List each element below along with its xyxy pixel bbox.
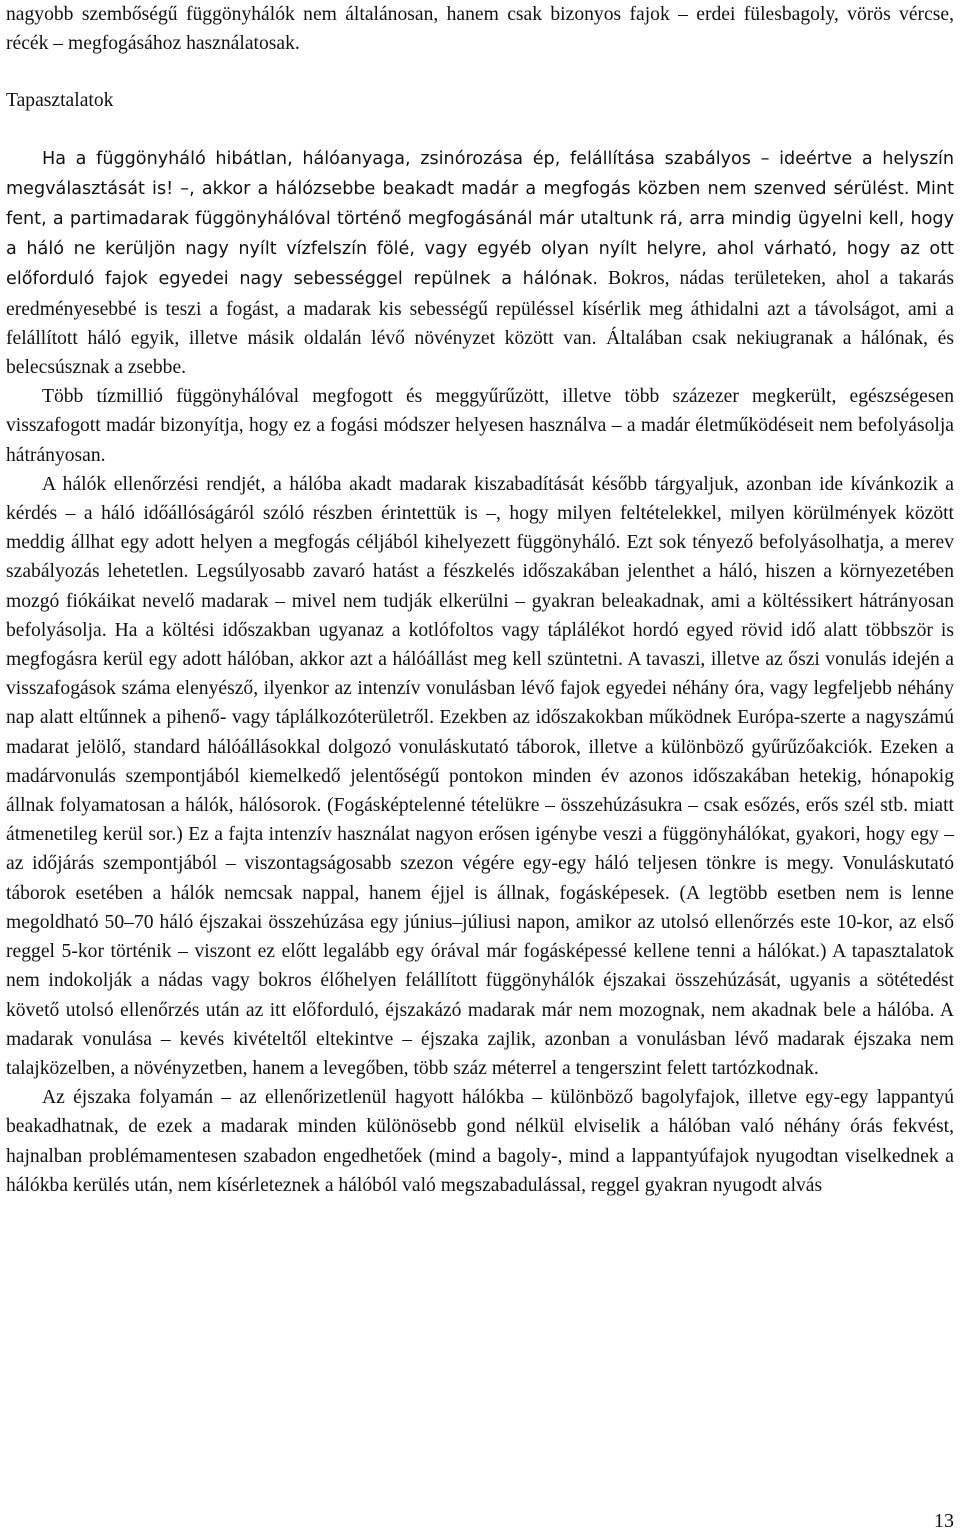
paragraph-1-part-2: Mint fent, a partimadarak függönyhálóval történő megfogásánál már utaltunk rá, arra mindig ügyelni kell, hogy a háló ne kerüljön nagy nyílt vízfelszín fölé, vagy egyéb olyan nyílt helyre, ahol várható, hogy az ott előforduló fajok egyedei nagy sebességgel repülnek a hálónak. <box>6 178 954 290</box>
paragraph-4: Az éjszaka folyamán – az ellenőrizetlenül hagyott hálókba – különböző bagolyfajok, illetve egy-egy lappantyú beakadhatnak, de ezek a madarak minden különösebb gond nélkül elviselik a hálóban való néhány órás fekvést, hajnalban problémamentesen szabadon engedhetőek (mind a bagoly-, mind a lappantyúfajok nyugodtan viselkednek a hálókba kerülés után, nem kísérleteznek a hálóból való megszabadulással, reggel gyakran nyugodt alvás <box>6 1087 954 1196</box>
paragraph-1-part-1: Ha a függönyháló hibátlan, hálóanyaga, zsinórozása ép, felállítása szabályos – ideértve a helyszín megválasztását is! –, akkor a hálózsebbe beakadt madár a megfogás közben nem szenved sérülést. <box>6 148 954 199</box>
document-page <box>6 0 954 1200</box>
page-number: 13 <box>934 1510 954 1532</box>
spacer <box>6 116 954 144</box>
paragraph-1 <box>6 144 954 383</box>
spacer <box>6 58 954 86</box>
paragraph-3: A hálók ellenőrzési rendjét, a hálóba akadt madarak kiszabadítását később tárgyaljuk, azonban ide kívánkozik a kérdés – a háló időállóságáról szóló részben érintettük is –, hogy milyen feltételekkel, milyen körülmények között meddig állhat egy adott helyen a megfogás céljából kihelyezett függönyháló. Ezt sok tényező befolyásolhatja, a merev szabályozás lehetetlen. Legsúlyosabb zavaró hatást a fészkelés időszakában jelenthet a háló, hiszen a környezetében mozgó fiókáikat nevelő madarak – mivel nem tudják elkerülni – gyakran beleakadnak, ami a költéssikert hátrányosan befolyásolja. Ha a költési időszakban ugyanaz a kotlófoltos vagy táplálékot hordó egyed rövid idő alatt többször is megfogásra kerül egy adott hálóban, akkor azt a hálóállást meg kell szüntetni. A tavaszi, illetve az őszi vonulás idején a visszafogások száma elenyésző, ilyenkor az intenzív vonulásban lévő fajok egyedei néhány óra, vagy legfeljebb néhány nap alatt eltűnnek a pihenő- vagy táplálkozóterületről. Ezekben az időszakokban működnek Európa-szerte a nagyszámú madarat jelölő, standard hálóállásokkal dolgozó vonuláskutató táborok, illetve a különböző gyűrűzőakciók. Ezeken a madárvonulás szempontjából kiemelkedő jelentőségű pontokon minden év azonos időszakában hetekig, hónapokig állnak folyamatosan a hálók, hálósorok. (Fogásképtelenné tételükre – összehúzásukra – csak esőzés, erős szél stb. miatt átmenetileg kerül sor.) Ez a fajta intenzív használat nagyon erősen igénybe veszi a függönyhálókat, gyakori, hogy egy – az időjárás szempontjából – viszontagságosabb szezon végére egy-egy háló teljesen tönkre is megy. Vonuláskutató táborok esetében a hálók nemcsak nappal, hanem éjjel is állnak, fogásképesek. (A legtöbb esetben nem is lenne megoldható 50–70 háló éjszakai összehúzása egy június–júliusi napon, amikor az utolsó ellenőrzés este 10-kor, az első reggel 5-kor történik – viszont ez előtt legalább egy órával már fogásképessé kellene tenni a hálókat.) A tapasztalatok nem indokolják a nádas vagy bokros élőhelyen felállított függönyhálók éjszakai összehúzását, ugyanis a sötétedést követő utolsó ellenőrzés után az itt előforduló, éjszakázó madarak már nem mozognak, nem akadnak bele a hálóba. A madarak vonulása – kevés kivételtől eltekintve – éjszaka zajlik, azonban a vonulásban lévő madarak éjszaka nem talajközelben, a növényzetben, hanem a levegőben, több száz méterrel a tengerszint felett tartózkodnak. <box>6 473 954 1079</box>
section-heading: Tapasztalatok <box>6 90 114 112</box>
intro-fragment: nagyobb szembőségű függönyhálók nem általánosan, hanem csak bizonyos fajok – erdei fülesbagoly, vörös vércse, récék – megfogásához használatosak. <box>6 4 954 55</box>
paragraph-2: Több tízmillió függönyhálóval megfogott és meggyűrűzött, illetve több százezer megkerült, egészségesen visszafogott madár bizonyítja, hogy ez a fogási módszer helyesen használva – a madár életműködéseit nem befolyásolja hátrányosan. <box>6 386 954 466</box>
paragraph-1-part-3: Bokros, nádas területeken, ahol a takarás eredményesebbé is teszi a fogást, a madarak kis sebességű repüléssel kísérlik meg áthidalni azt a távolságot, ami a felállított háló egyik, illetve másik oldalán lévő növényzet között van. Általában csak nekiugranak a hálónak, és belecsúsznak a zsebbe. <box>6 268 954 379</box>
